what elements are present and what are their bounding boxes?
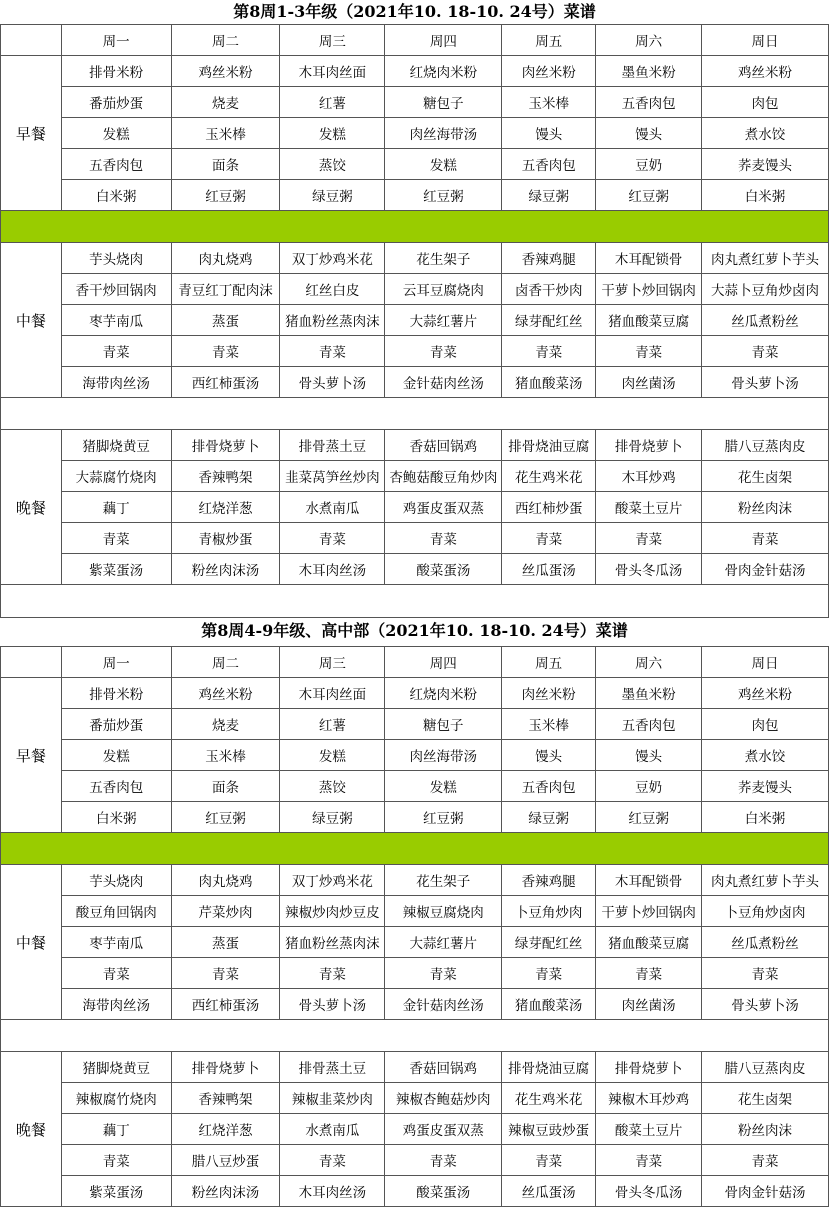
- dish-cell: 酸菜蛋汤: [385, 554, 502, 585]
- lunch-row: [1, 367, 829, 398]
- dish-cell: 骨头冬瓜汤: [596, 554, 702, 585]
- dish-cell: 骨头萝卜汤: [702, 367, 829, 398]
- dish-cell: 西红柿蛋汤: [171, 367, 280, 398]
- dish-cell: 枣芋南瓜: [61, 305, 171, 336]
- dish-cell: 辣椒豆腐烧肉: [385, 896, 502, 927]
- dish-cell: 红豆粥: [385, 802, 502, 833]
- dish-cell: 紫菜蛋汤: [61, 554, 171, 585]
- dish-cell: 鸡蛋皮蛋双蒸: [385, 492, 502, 523]
- dish-cell: 骨头萝卜汤: [702, 989, 829, 1020]
- dish-cell: 青菜: [596, 523, 702, 554]
- dish-cell: 红烧肉米粉: [385, 678, 502, 709]
- dish-cell: 青菜: [702, 1145, 829, 1176]
- dinner-row: [1, 492, 829, 523]
- dish-cell: 肉包: [702, 709, 829, 740]
- corner-cell: [1, 25, 62, 56]
- breakfast-row: [1, 709, 829, 740]
- breakfast-row: [1, 740, 829, 771]
- dish-cell: 青菜: [596, 1145, 702, 1176]
- dish-cell: 绿豆粥: [280, 180, 385, 211]
- lunch-row: [1, 336, 829, 367]
- menu-table-grades-4-9-high-school: [0, 646, 829, 1207]
- lunch-row: [1, 896, 829, 927]
- dish-cell: 发糕: [61, 740, 171, 771]
- dish-cell: 肉丝菌汤: [596, 989, 702, 1020]
- dish-cell: 玉米棒: [502, 87, 596, 118]
- day-header-row: [1, 25, 829, 56]
- dinner-row: [1, 461, 829, 492]
- dish-cell: 芋头烧肉: [61, 865, 171, 896]
- lunch-label: 中餐: [1, 865, 62, 1020]
- dish-cell: 煮水饺: [702, 118, 829, 149]
- day-header: 周三: [280, 647, 385, 678]
- dish-cell: 排骨米粉: [61, 678, 171, 709]
- dish-cell: 荞麦馒头: [702, 149, 829, 180]
- dish-cell: 韭菜莴笋丝炒肉: [280, 461, 385, 492]
- dinner-row: [1, 430, 829, 461]
- dish-cell: 辣椒炒肉炒豆皮: [280, 896, 385, 927]
- dish-cell: 五香肉包: [502, 149, 596, 180]
- breakfast-row: [1, 56, 829, 87]
- day-header: 周四: [385, 647, 502, 678]
- dish-cell: 花生卤架: [702, 1083, 829, 1114]
- dish-cell: 红豆粥: [596, 180, 702, 211]
- lunch-row: [1, 958, 829, 989]
- dish-cell: 面条: [171, 771, 280, 802]
- dish-cell: 芹菜炒肉: [171, 896, 280, 927]
- breakfast-label: 早餐: [1, 56, 62, 211]
- dish-cell: 白米粥: [702, 802, 829, 833]
- dish-cell: 墨鱼米粉: [596, 678, 702, 709]
- dish-cell: 肉丸烧鸡: [171, 865, 280, 896]
- blank-separator-row: [1, 1020, 829, 1052]
- dish-cell: 猪血粉丝蒸肉沫: [280, 927, 385, 958]
- dish-cell: 卤香干炒肉: [502, 274, 596, 305]
- dish-cell: 猪血酸菜汤: [502, 367, 596, 398]
- dish-cell: 卜豆角炒肉: [502, 896, 596, 927]
- dish-cell: 玉米棒: [502, 709, 596, 740]
- dish-cell: 猪血酸菜豆腐: [596, 927, 702, 958]
- dish-cell: 蒸饺: [280, 771, 385, 802]
- breakfast-row: [1, 771, 829, 802]
- dish-cell: 肉丝海带汤: [385, 118, 502, 149]
- dish-cell: 青菜: [280, 523, 385, 554]
- dish-cell: 骨头萝卜汤: [280, 989, 385, 1020]
- dish-cell: 藕丁: [61, 492, 171, 523]
- dish-cell: 卜豆角炒卤肉: [702, 896, 829, 927]
- separator-cell: [1, 398, 829, 430]
- dish-cell: 骨头萝卜汤: [280, 367, 385, 398]
- dish-cell: 烧麦: [171, 709, 280, 740]
- dish-cell: 杏鲍菇酸豆角炒肉: [385, 461, 502, 492]
- dish-cell: 五香肉包: [61, 771, 171, 802]
- dish-cell: 青菜: [702, 336, 829, 367]
- menu-title-grades-1-3: 第8周1-3年级（2021年10. 18-10. 24号）菜谱: [233, 2, 596, 21]
- dish-cell: 青菜: [385, 1145, 502, 1176]
- dish-cell: 白米粥: [61, 802, 171, 833]
- dish-cell: 青菜: [385, 523, 502, 554]
- dish-cell: 白米粥: [61, 180, 171, 211]
- dish-cell: 红薯: [280, 709, 385, 740]
- dish-cell: 腊八豆蒸肉皮: [702, 1052, 829, 1083]
- lunch-row: [1, 865, 829, 896]
- dish-cell: 木耳肉丝面: [280, 678, 385, 709]
- dish-cell: 双丁炒鸡米花: [280, 865, 385, 896]
- day-header: 周二: [171, 647, 280, 678]
- breakfast-label: 早餐: [1, 678, 62, 833]
- dish-cell: 青菜: [596, 336, 702, 367]
- dish-cell: 玉米棒: [171, 740, 280, 771]
- dish-cell: 糖包子: [385, 87, 502, 118]
- dish-cell: 丝瓜蛋汤: [502, 1176, 596, 1207]
- dish-cell: 排骨烧油豆腐: [502, 430, 596, 461]
- dish-cell: 花生鸡米花: [502, 1083, 596, 1114]
- dish-cell: 酸菜土豆片: [596, 1114, 702, 1145]
- dish-cell: 肉丸烧鸡: [171, 243, 280, 274]
- dish-cell: 蒸蛋: [171, 927, 280, 958]
- dish-cell: 青菜: [702, 523, 829, 554]
- dish-cell: 蒸饺: [280, 149, 385, 180]
- breakfast-row: [1, 87, 829, 118]
- corner-cell: [1, 647, 62, 678]
- dish-cell: 腊八豆炒蛋: [171, 1145, 280, 1176]
- dish-cell: 西红柿炒蛋: [502, 492, 596, 523]
- blank-separator-row: [1, 585, 829, 618]
- dish-cell: 藕丁: [61, 1114, 171, 1145]
- dish-cell: 大蒜腐竹烧肉: [61, 461, 171, 492]
- dish-cell: 烧麦: [171, 87, 280, 118]
- dinner-row: [1, 1176, 829, 1207]
- dinner-row: [1, 1052, 829, 1083]
- dish-cell: 青菜: [702, 958, 829, 989]
- dish-cell: 馒头: [596, 740, 702, 771]
- dish-cell: 酸菜土豆片: [596, 492, 702, 523]
- dish-cell: 豆奶: [596, 771, 702, 802]
- dinner-label: 晚餐: [1, 430, 62, 585]
- dish-cell: 鸡蛋皮蛋双蒸: [385, 1114, 502, 1145]
- dish-cell: 大蒜卜豆角炒卤肉: [702, 274, 829, 305]
- dish-cell: 青菜: [61, 1145, 171, 1176]
- dish-cell: 猪血酸菜汤: [502, 989, 596, 1020]
- dish-cell: 花生架子: [385, 865, 502, 896]
- dish-cell: 发糕: [280, 118, 385, 149]
- separator-cell: [1, 833, 829, 865]
- dish-cell: 木耳配锁骨: [596, 243, 702, 274]
- dish-cell: 酸豆角回锅肉: [61, 896, 171, 927]
- dish-cell: 猪血酸菜豆腐: [596, 305, 702, 336]
- dinner-row: [1, 1083, 829, 1114]
- dish-cell: 金针菇肉丝汤: [385, 989, 502, 1020]
- dish-cell: 粉丝肉沫汤: [171, 1176, 280, 1207]
- dish-cell: 青豆红丁配肉沫: [171, 274, 280, 305]
- lunch-row: [1, 305, 829, 336]
- dish-cell: 荞麦馒头: [702, 771, 829, 802]
- lunch-row: [1, 274, 829, 305]
- dish-cell: 肉丝海带汤: [385, 740, 502, 771]
- dish-cell: 馒头: [596, 118, 702, 149]
- dish-cell: 干萝卜炒回锅肉: [596, 896, 702, 927]
- dish-cell: 青菜: [280, 336, 385, 367]
- dish-cell: 肉丝米粉: [502, 678, 596, 709]
- dish-cell: 枣芋南瓜: [61, 927, 171, 958]
- dish-cell: 馒头: [502, 740, 596, 771]
- dish-cell: 红烧洋葱: [171, 492, 280, 523]
- dish-cell: 发糕: [385, 149, 502, 180]
- dish-cell: 干萝卜炒回锅肉: [596, 274, 702, 305]
- dish-cell: 腊八豆蒸肉皮: [702, 430, 829, 461]
- breakfast-row: [1, 180, 829, 211]
- dish-cell: 肉丸煮红萝卜芋头: [702, 865, 829, 896]
- dish-cell: 豆奶: [596, 149, 702, 180]
- dish-cell: 木耳配锁骨: [596, 865, 702, 896]
- day-header: 周五: [502, 647, 596, 678]
- dish-cell: 绿芽配红丝: [502, 927, 596, 958]
- dish-cell: 香辣鸡腿: [502, 243, 596, 274]
- dish-cell: 肉包: [702, 87, 829, 118]
- dish-cell: 五香肉包: [596, 87, 702, 118]
- dish-cell: 云耳豆腐烧肉: [385, 274, 502, 305]
- dish-cell: 番茄炒蛋: [61, 709, 171, 740]
- day-header: 周三: [280, 25, 385, 56]
- dish-cell: 排骨蒸土豆: [280, 1052, 385, 1083]
- breakfast-row: [1, 802, 829, 833]
- dish-cell: 香干炒回锅肉: [61, 274, 171, 305]
- breakfast-row: [1, 118, 829, 149]
- dish-cell: 排骨烧萝卜: [171, 1052, 280, 1083]
- dinner-label: 晚餐: [1, 1052, 62, 1207]
- dish-cell: 辣椒木耳炒鸡: [596, 1083, 702, 1114]
- dish-cell: 辣椒腐竹烧肉: [61, 1083, 171, 1114]
- dish-cell: 猪脚烧黄豆: [61, 430, 171, 461]
- dish-cell: 发糕: [280, 740, 385, 771]
- day-header: 周六: [596, 25, 702, 56]
- dish-cell: 红豆粥: [171, 180, 280, 211]
- dish-cell: 排骨蒸土豆: [280, 430, 385, 461]
- separator-cell: [1, 585, 829, 618]
- dish-cell: 青菜: [502, 523, 596, 554]
- dish-cell: 香辣鸭架: [171, 1083, 280, 1114]
- dish-cell: 排骨烧萝卜: [596, 1052, 702, 1083]
- day-header: 周五: [502, 25, 596, 56]
- dinner-row: [1, 523, 829, 554]
- dish-cell: 粉丝肉沫汤: [171, 554, 280, 585]
- dish-cell: 排骨烧萝卜: [596, 430, 702, 461]
- dish-cell: 面条: [171, 149, 280, 180]
- day-header: 周二: [171, 25, 280, 56]
- dish-cell: 丝瓜煮粉丝: [702, 305, 829, 336]
- dish-cell: 猪血粉丝蒸肉沫: [280, 305, 385, 336]
- dinner-row: [1, 554, 829, 585]
- separator-cell: [1, 211, 829, 243]
- dish-cell: 丝瓜煮粉丝: [702, 927, 829, 958]
- dish-cell: 青菜: [502, 1145, 596, 1176]
- dish-cell: 红豆粥: [171, 802, 280, 833]
- dish-cell: 水煮南瓜: [280, 492, 385, 523]
- dish-cell: 青菜: [502, 958, 596, 989]
- dish-cell: 红薯: [280, 87, 385, 118]
- lunch-row: [1, 989, 829, 1020]
- dish-cell: 五香肉包: [596, 709, 702, 740]
- dish-cell: 粉丝肉沫: [702, 492, 829, 523]
- dish-cell: 鸡丝米粉: [171, 678, 280, 709]
- dish-cell: 发糕: [385, 771, 502, 802]
- dish-cell: 海带肉丝汤: [61, 367, 171, 398]
- day-header-row: [1, 647, 829, 678]
- dish-cell: 发糕: [61, 118, 171, 149]
- dish-cell: 五香肉包: [502, 771, 596, 802]
- dish-cell: 青菜: [61, 523, 171, 554]
- green-separator-row: [1, 833, 829, 865]
- dish-cell: 红丝白皮: [280, 274, 385, 305]
- dish-cell: 木耳肉丝面: [280, 56, 385, 87]
- dish-cell: 粉丝肉沫: [702, 1114, 829, 1145]
- dish-cell: 青菜: [61, 958, 171, 989]
- day-header: 周六: [596, 647, 702, 678]
- dish-cell: 香辣鸭架: [171, 461, 280, 492]
- lunch-row: [1, 243, 829, 274]
- dish-cell: 辣椒杏鲍菇炒肉: [385, 1083, 502, 1114]
- dish-cell: 骨头冬瓜汤: [596, 1176, 702, 1207]
- dish-cell: 鸡丝米粉: [702, 678, 829, 709]
- day-header: 周一: [61, 647, 171, 678]
- dinner-row: [1, 1145, 829, 1176]
- dish-cell: 肉丝菌汤: [596, 367, 702, 398]
- dish-cell: 青菜: [61, 336, 171, 367]
- dish-cell: 绿豆粥: [502, 180, 596, 211]
- dish-cell: 青菜: [171, 958, 280, 989]
- dish-cell: 红豆粥: [596, 802, 702, 833]
- dish-cell: 香辣鸡腿: [502, 865, 596, 896]
- dish-cell: 鸡丝米粉: [702, 56, 829, 87]
- dish-cell: 大蒜红薯片: [385, 305, 502, 336]
- lunch-label: 中餐: [1, 243, 62, 398]
- dish-cell: 香菇回锅鸡: [385, 430, 502, 461]
- dish-cell: 酸菜蛋汤: [385, 1176, 502, 1207]
- dish-cell: 大蒜红薯片: [385, 927, 502, 958]
- dish-cell: 青菜: [596, 958, 702, 989]
- dish-cell: 海带肉丝汤: [61, 989, 171, 1020]
- dish-cell: 猪脚烧黄豆: [61, 1052, 171, 1083]
- dish-cell: 肉丸煮红萝卜芋头: [702, 243, 829, 274]
- dish-cell: 水煮南瓜: [280, 1114, 385, 1145]
- dish-cell: 青菜: [280, 1145, 385, 1176]
- dish-cell: 青菜: [502, 336, 596, 367]
- dish-cell: 煮水饺: [702, 740, 829, 771]
- day-header: 周日: [702, 25, 829, 56]
- breakfast-row: [1, 678, 829, 709]
- dish-cell: 青菜: [280, 958, 385, 989]
- dish-cell: 红烧洋葱: [171, 1114, 280, 1145]
- dish-cell: 木耳炒鸡: [596, 461, 702, 492]
- dish-cell: 红豆粥: [385, 180, 502, 211]
- dish-cell: 鸡丝米粉: [171, 56, 280, 87]
- dish-cell: 金针菇肉丝汤: [385, 367, 502, 398]
- dish-cell: 糖包子: [385, 709, 502, 740]
- dish-cell: 香菇回锅鸡: [385, 1052, 502, 1083]
- dish-cell: 花生卤架: [702, 461, 829, 492]
- dish-cell: 肉丝米粉: [502, 56, 596, 87]
- breakfast-row: [1, 149, 829, 180]
- dish-cell: 排骨米粉: [61, 56, 171, 87]
- dish-cell: 排骨烧油豆腐: [502, 1052, 596, 1083]
- dish-cell: 白米粥: [702, 180, 829, 211]
- dish-cell: 青椒炒蛋: [171, 523, 280, 554]
- dish-cell: 青菜: [385, 336, 502, 367]
- dish-cell: 芋头烧肉: [61, 243, 171, 274]
- dish-cell: 青菜: [385, 958, 502, 989]
- blank-separator-row: [1, 398, 829, 430]
- dish-cell: 五香肉包: [61, 149, 171, 180]
- dish-cell: 绿豆粥: [502, 802, 596, 833]
- dish-cell: 西红柿蛋汤: [171, 989, 280, 1020]
- day-header: 周一: [61, 25, 171, 56]
- dish-cell: 馒头: [502, 118, 596, 149]
- dish-cell: 红烧肉米粉: [385, 56, 502, 87]
- menu-table-grades-1-3: [0, 24, 829, 618]
- day-header: 周四: [385, 25, 502, 56]
- dish-cell: 丝瓜蛋汤: [502, 554, 596, 585]
- green-separator-row: [1, 211, 829, 243]
- dish-cell: 木耳肉丝汤: [280, 554, 385, 585]
- dish-cell: 紫菜蛋汤: [61, 1176, 171, 1207]
- lunch-row: [1, 927, 829, 958]
- dinner-row: [1, 1114, 829, 1145]
- dish-cell: 蒸蛋: [171, 305, 280, 336]
- separator-cell: [1, 1020, 829, 1052]
- dish-cell: 骨肉金针菇汤: [702, 554, 829, 585]
- dish-cell: 花生架子: [385, 243, 502, 274]
- dish-cell: 青菜: [171, 336, 280, 367]
- dish-cell: 绿豆粥: [280, 802, 385, 833]
- dish-cell: 骨肉金针菇汤: [702, 1176, 829, 1207]
- dish-cell: 花生鸡米花: [502, 461, 596, 492]
- dish-cell: 番茄炒蛋: [61, 87, 171, 118]
- dish-cell: 双丁炒鸡米花: [280, 243, 385, 274]
- dish-cell: 辣椒韭菜炒肉: [280, 1083, 385, 1114]
- dish-cell: 木耳肉丝汤: [280, 1176, 385, 1207]
- dish-cell: 墨鱼米粉: [596, 56, 702, 87]
- menu-title-grades-4-9-high-school: 第8周4-9年级、高中部（2021年10. 18-10. 24号）菜谱: [201, 621, 628, 640]
- dish-cell: 玉米棒: [171, 118, 280, 149]
- dish-cell: 排骨烧萝卜: [171, 430, 280, 461]
- dish-cell: 绿芽配红丝: [502, 305, 596, 336]
- dish-cell: 辣椒豆豉炒蛋: [502, 1114, 596, 1145]
- day-header: 周日: [702, 647, 829, 678]
